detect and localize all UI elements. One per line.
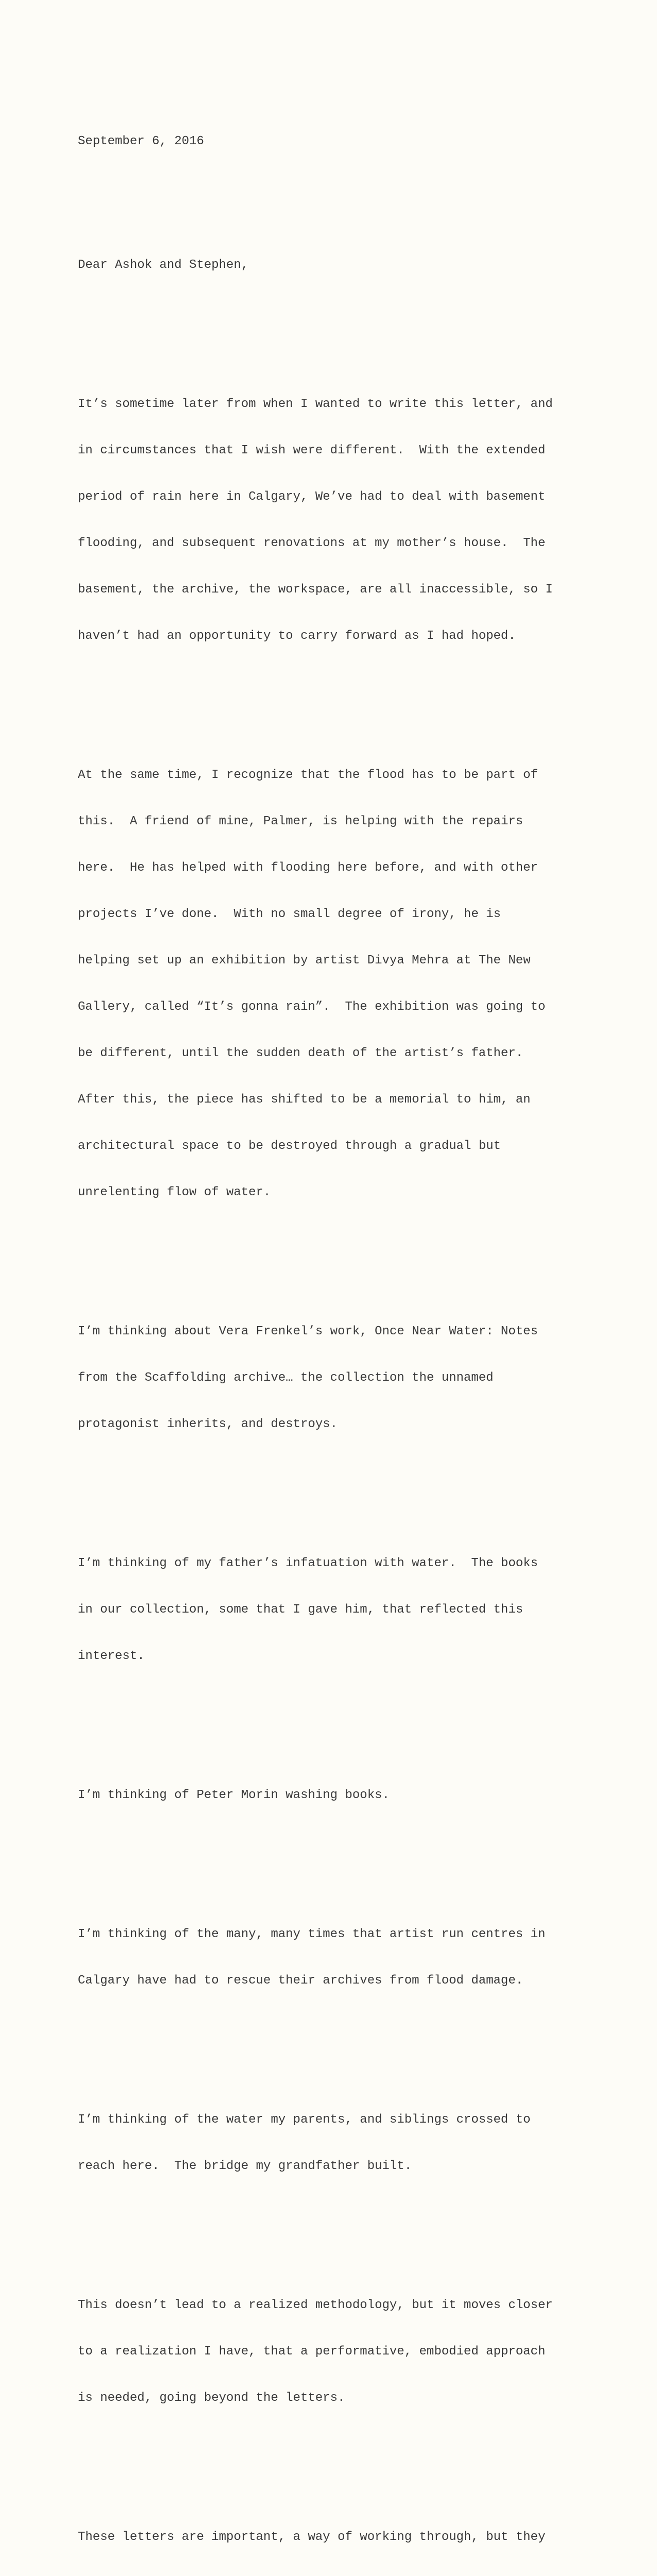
letter-date-block — [78, 103, 598, 180]
paragraph — [78, 1293, 598, 1463]
paragraph — [78, 1896, 598, 2020]
paragraph — [78, 366, 598, 675]
paragraph — [78, 2267, 598, 2437]
letter-salutation-block — [78, 227, 598, 304]
paragraph — [78, 737, 598, 1231]
text-line: flooding, and subsequent renovations at my mother’s house. The — [78, 536, 546, 550]
text-line: be different, until the sudden death of the artist’s father. — [78, 1046, 524, 1060]
text-line: It’s sometime later from when I wanted to write this letter, and — [78, 397, 553, 411]
text-line: helping set up an exhibition by artist Divya Mehra at The New — [78, 954, 531, 968]
text-line: Calgary have had to rescue their archives from flood damage. — [78, 1974, 524, 1988]
text-line: I’m thinking of Peter Morin washing books. — [78, 1788, 390, 1802]
text-line: These letters are important, a way of working through, but they — [78, 2530, 546, 2544]
text-line: At the same time, I recognize that the flood has to be part of — [78, 768, 538, 782]
paragraph — [78, 1525, 598, 1695]
text-line: I’m thinking of the many, many times that artist run centres in — [78, 1927, 546, 1941]
paragraph — [78, 1757, 598, 1834]
text-line: to a realization I have, that a performative, embodied approach — [78, 2345, 546, 2359]
text-line: I’m thinking of the water my parents, and siblings crossed to — [78, 2113, 531, 2127]
letter-salutation: Dear Ashok and Stephen, — [78, 258, 249, 272]
text-line: architectural space to be destroyed through a gradual but — [78, 1139, 501, 1153]
letter-date: September 6, 2016 — [78, 134, 204, 148]
paragraph — [78, 2499, 598, 2576]
text-line: period of rain here in Calgary, We’ve had to deal with basement — [78, 490, 546, 504]
text-line: unrelenting flow of water. — [78, 1185, 271, 1199]
text-line: in our collection, some that I gave him, that reflected this — [78, 1603, 524, 1617]
text-line: protagonist inherits, and destroys. — [78, 1417, 338, 1431]
text-line: here. He has helped with flooding here before, and with other — [78, 861, 538, 875]
text-line: from the Scaffolding archive… the collection the unnamed — [78, 1371, 494, 1385]
text-line: in circumstances that I wish were different. With the extended — [78, 444, 546, 457]
text-line: projects I’ve done. With no small degree of irony, he is — [78, 907, 501, 921]
text-line: is needed, going beyond the letters. — [78, 2391, 345, 2405]
text-line: I’m thinking of my father’s infatuation with water. The books — [78, 1556, 538, 1570]
letter-body — [78, 72, 598, 2576]
text-line: Gallery, called “It’s gonna rain”. The exhibition was going to — [78, 1000, 546, 1014]
text-line: this. A friend of mine, Palmer, is helping with the repairs — [78, 815, 524, 828]
text-line: I’m thinking about Vera Frenkel’s work, Once Near Water: Notes — [78, 1325, 538, 1338]
paragraph — [78, 2081, 598, 2205]
text-line: After this, the piece has shifted to be a memorial to him, an — [78, 1093, 531, 1107]
text-line: haven’t had an opportunity to carry forward as I had hoped. — [78, 629, 516, 643]
text-line: basement, the archive, the workspace, are all inaccessible, so I — [78, 583, 553, 597]
text-line: This doesn’t lead to a realized methodology, but it moves closer — [78, 2298, 553, 2312]
text-line: reach here. The bridge my grandfather built. — [78, 2159, 412, 2173]
text-line: interest. — [78, 1649, 145, 1663]
